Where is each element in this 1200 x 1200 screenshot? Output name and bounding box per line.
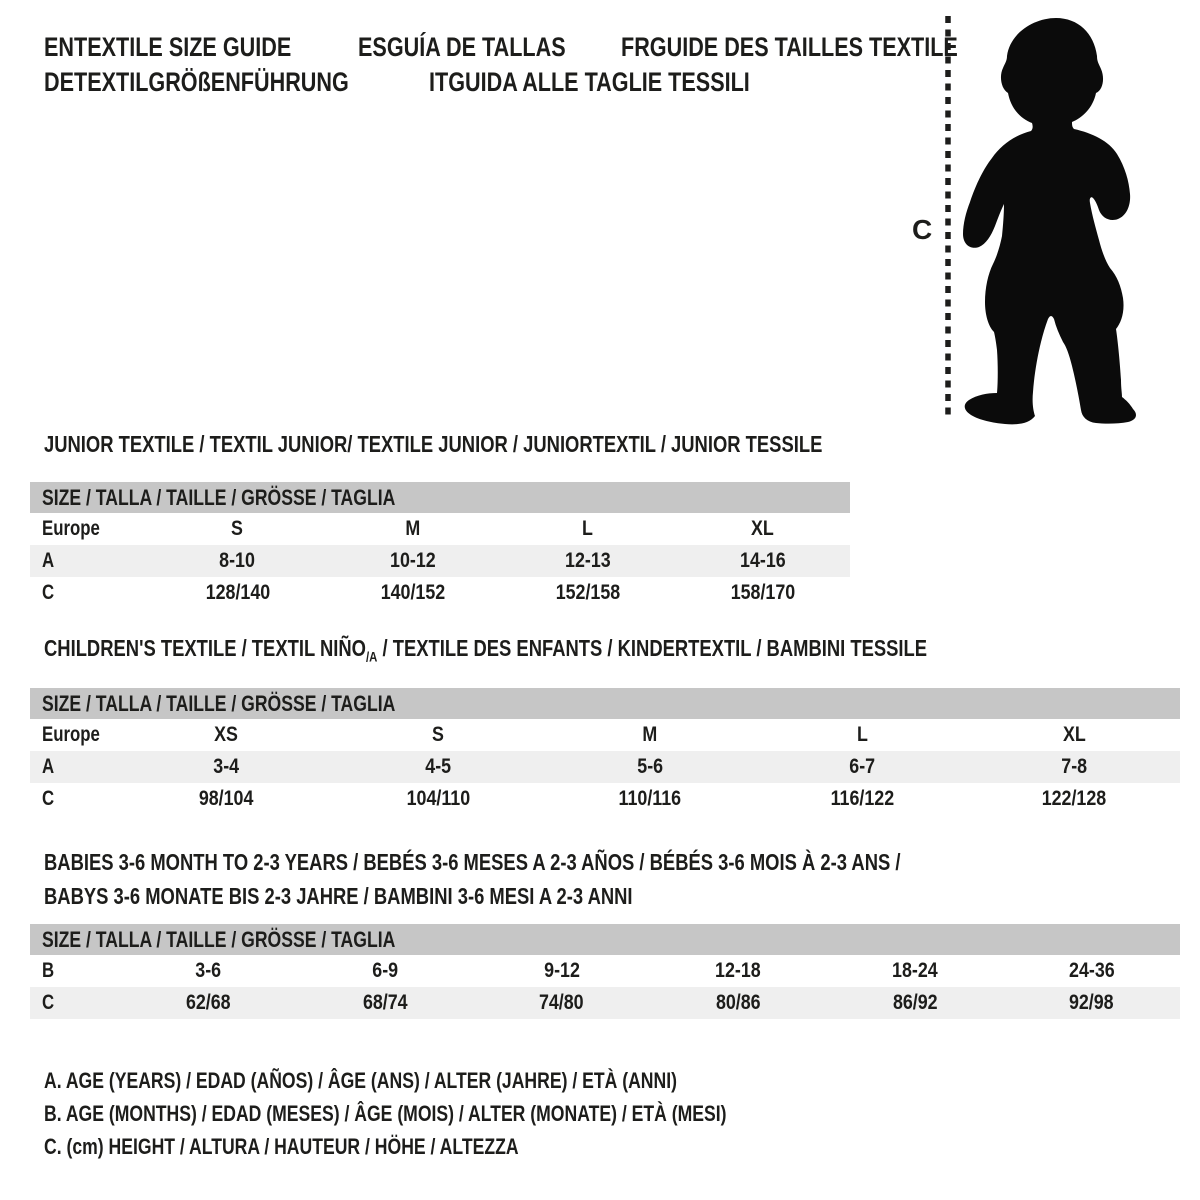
height-cell xyxy=(675,577,850,609)
row-label xyxy=(30,513,150,545)
age-cell xyxy=(120,955,297,987)
age-cell xyxy=(827,955,1004,987)
height-cell-text: 68/74 xyxy=(362,991,408,1014)
table-row-age-years xyxy=(30,545,850,577)
height-cell-text: 128/140 xyxy=(205,581,270,604)
age-cell-text: 6-7 xyxy=(849,755,875,778)
age-cell xyxy=(500,545,675,577)
height-dashed-line-icon xyxy=(944,16,952,420)
age-cell xyxy=(544,751,756,783)
age-cell-text: 12-18 xyxy=(715,959,762,982)
legend-line-a-text: A. AGE (YEARS) / EDAD (AÑOS) / ÂGE (ANS) / ALTER (JAHRE) / ETÀ (ANNI) xyxy=(44,1068,677,1093)
size-cell xyxy=(968,719,1180,751)
height-cell xyxy=(332,783,544,815)
age-cell xyxy=(968,751,1180,783)
age-cell xyxy=(120,751,332,783)
height-cell-text: 92/98 xyxy=(1069,991,1114,1014)
age-cell-text: 14-16 xyxy=(739,549,786,572)
size-cell xyxy=(325,513,500,545)
height-cell xyxy=(150,577,325,609)
height-cell xyxy=(473,987,650,1019)
babies-section-title-line1 xyxy=(44,848,1115,876)
size-cell xyxy=(675,513,850,545)
height-cell xyxy=(500,577,675,609)
age-cell xyxy=(332,751,544,783)
size-cell xyxy=(756,719,968,751)
size-cell-text: XL xyxy=(751,517,774,540)
height-cell-text: 152/158 xyxy=(555,581,620,604)
row-label-text: Europe xyxy=(42,517,100,540)
size-cell-text: XS xyxy=(214,723,238,746)
size-cell xyxy=(120,719,332,751)
age-cell-text: 10-12 xyxy=(389,549,436,572)
size-cell xyxy=(544,719,756,751)
row-label xyxy=(30,751,120,783)
size-cell-text: M xyxy=(642,723,658,746)
height-cell xyxy=(297,987,474,1019)
height-cell xyxy=(325,577,500,609)
children-title-before: CHILDREN'S TEXTILE / TEXTIL NIÑO xyxy=(44,635,366,661)
height-cell-text: 116/122 xyxy=(830,787,894,810)
height-cell-text: 140/152 xyxy=(380,581,445,604)
babies-section-title-line2 xyxy=(44,882,780,910)
legend-line-b xyxy=(44,1097,897,1130)
age-cell-text: 9-12 xyxy=(543,959,580,982)
children-size-table xyxy=(30,688,1180,815)
babies-size-table xyxy=(30,924,1180,1019)
row-label-text: C xyxy=(42,787,55,810)
size-header-band xyxy=(30,482,850,513)
language-code: EN xyxy=(44,32,75,62)
table-row-europe xyxy=(30,513,850,545)
age-cell xyxy=(473,955,650,987)
age-cell xyxy=(297,955,474,987)
height-measure-label: C xyxy=(912,214,933,245)
height-cell-text: 74/80 xyxy=(539,991,584,1014)
height-cell-text: 86/92 xyxy=(892,991,938,1014)
legend-line-a xyxy=(44,1064,897,1097)
junior-section-title-text: JUNIOR TEXTILE / TEXTIL JUNIOR/ TEXTILE JUNIOR / JUNIORTEXTIL / JUNIOR TESSILE xyxy=(44,431,823,457)
row-label-text: Europe xyxy=(42,723,100,746)
row-label xyxy=(30,719,120,751)
children-section-title-text xyxy=(44,634,927,672)
language-title: GUIDA ALLE TAGLIE TESSILI xyxy=(448,67,751,97)
age-cell xyxy=(756,751,968,783)
language-code: FR xyxy=(621,32,651,62)
size-header-text: SIZE / TALLA / TAILLE / GRÖSSE / TAGLIA xyxy=(42,927,396,952)
age-cell-text: 5-6 xyxy=(637,755,663,778)
junior-section-title xyxy=(44,430,1017,458)
age-cell xyxy=(150,545,325,577)
size-header-text: SIZE / TALLA / TAILLE / GRÖSSE / TAGLIA xyxy=(42,485,396,510)
babies-section-title-line1-text: BABIES 3-6 MONTH TO 2-3 YEARS / BEBÉS 3-6 MESES A 2-3 AÑOS / BÉBÉS 3-6 MOIS À 2-3 ANS / xyxy=(44,849,901,875)
legend-line-c xyxy=(44,1130,897,1163)
row-label xyxy=(30,577,150,609)
legend-line-b-text: B. AGE (MONTHS) / EDAD (MESES) / ÂGE (MOIS) / ALTER (MONATE) / ETÀ (MESI) xyxy=(44,1101,727,1126)
height-cell xyxy=(756,783,968,815)
size-cell xyxy=(150,513,325,545)
size-cell-text: S xyxy=(231,517,244,540)
language-code: IT xyxy=(429,67,449,97)
language-title: GUIDE DES TAILLES TEXTILE xyxy=(650,32,959,62)
language-title: TEXTILE SIZE GUIDE xyxy=(74,32,292,62)
size-cell-text: L xyxy=(582,517,593,540)
age-cell-text: 8-10 xyxy=(219,549,256,572)
height-cell xyxy=(650,987,827,1019)
height-cell-text: 158/170 xyxy=(730,581,795,604)
age-cell xyxy=(1003,955,1180,987)
size-header-band xyxy=(30,688,1180,719)
size-cell xyxy=(332,719,544,751)
table-row-height-cm xyxy=(30,783,1180,815)
children-section-title xyxy=(44,634,1148,672)
height-cell-text: 80/86 xyxy=(715,991,761,1014)
children-title-subscript: /A xyxy=(365,649,378,666)
size-cell-text: L xyxy=(856,723,868,746)
row-label-text: A xyxy=(42,549,55,572)
age-cell-text: 18-24 xyxy=(892,959,938,982)
table-row-europe xyxy=(30,719,1180,751)
size-header-band xyxy=(30,924,1180,955)
junior-size-table xyxy=(30,482,850,609)
babies-section-title-line2-text: BABYS 3-6 MONATE BIS 2-3 JAHRE / BAMBINI 3-6 MESI A 2-3 ANNI xyxy=(44,883,633,909)
height-cell xyxy=(544,783,756,815)
age-cell-text: 6-9 xyxy=(372,959,398,982)
size-cell-text: M xyxy=(405,517,420,540)
age-cell xyxy=(675,545,850,577)
row-label xyxy=(30,955,120,987)
age-cell-text: 12-13 xyxy=(564,549,611,572)
age-cell xyxy=(650,955,827,987)
age-cell-text: 4-5 xyxy=(425,755,451,778)
height-cell xyxy=(120,783,332,815)
age-cell-text: 7-8 xyxy=(1061,755,1087,778)
table-row-age-years xyxy=(30,751,1180,783)
legend xyxy=(44,1064,897,1163)
age-cell-text: 3-6 xyxy=(195,959,222,982)
table-row-height-cm xyxy=(30,987,1180,1019)
height-cell-text: 110/116 xyxy=(618,787,682,810)
row-label-text: B xyxy=(42,959,55,982)
table-row-height-cm xyxy=(30,577,850,609)
height-cell-text: 62/68 xyxy=(185,991,231,1014)
baby-silhouette-icon xyxy=(955,12,1145,432)
age-cell-text: 24-36 xyxy=(1068,959,1115,982)
language-title: GUÍA DE TALLAS xyxy=(386,32,566,62)
age-cell xyxy=(325,545,500,577)
height-cell-text: 104/110 xyxy=(406,787,470,810)
height-measure-figure xyxy=(0,0,1200,440)
size-cell-text: S xyxy=(432,723,444,746)
row-label xyxy=(30,987,120,1019)
height-cell-text: 98/104 xyxy=(198,787,254,810)
table-row-age-months xyxy=(30,955,1180,987)
row-label xyxy=(30,783,120,815)
height-cell xyxy=(968,783,1180,815)
height-cell xyxy=(1003,987,1180,1019)
height-cell xyxy=(120,987,297,1019)
children-title-after: / TEXTILE DES ENFANTS / KINDERTEXTIL / BAMBINI TESSILE xyxy=(377,635,928,661)
language-code: ES xyxy=(357,32,387,62)
height-cell xyxy=(827,987,1004,1019)
size-cell xyxy=(500,513,675,545)
legend-line-c-text: C. (cm) HEIGHT / ALTURA / HAUTEUR / HÖHE / ALTEZZA xyxy=(44,1134,519,1159)
age-cell-text: 3-4 xyxy=(213,755,239,778)
row-label-text: A xyxy=(42,755,55,778)
language-code: DE xyxy=(44,67,75,97)
row-label xyxy=(30,545,150,577)
height-cell-text: 122/128 xyxy=(1041,787,1107,810)
language-title: TEXTILGRÖßENFÜHRUNG xyxy=(74,67,349,97)
row-label-text: C xyxy=(42,991,55,1014)
row-label-text: C xyxy=(42,581,55,604)
size-cell-text: XL xyxy=(1062,723,1086,746)
size-header-text: SIZE / TALLA / TAILLE / GRÖSSE / TAGLIA xyxy=(42,691,396,716)
